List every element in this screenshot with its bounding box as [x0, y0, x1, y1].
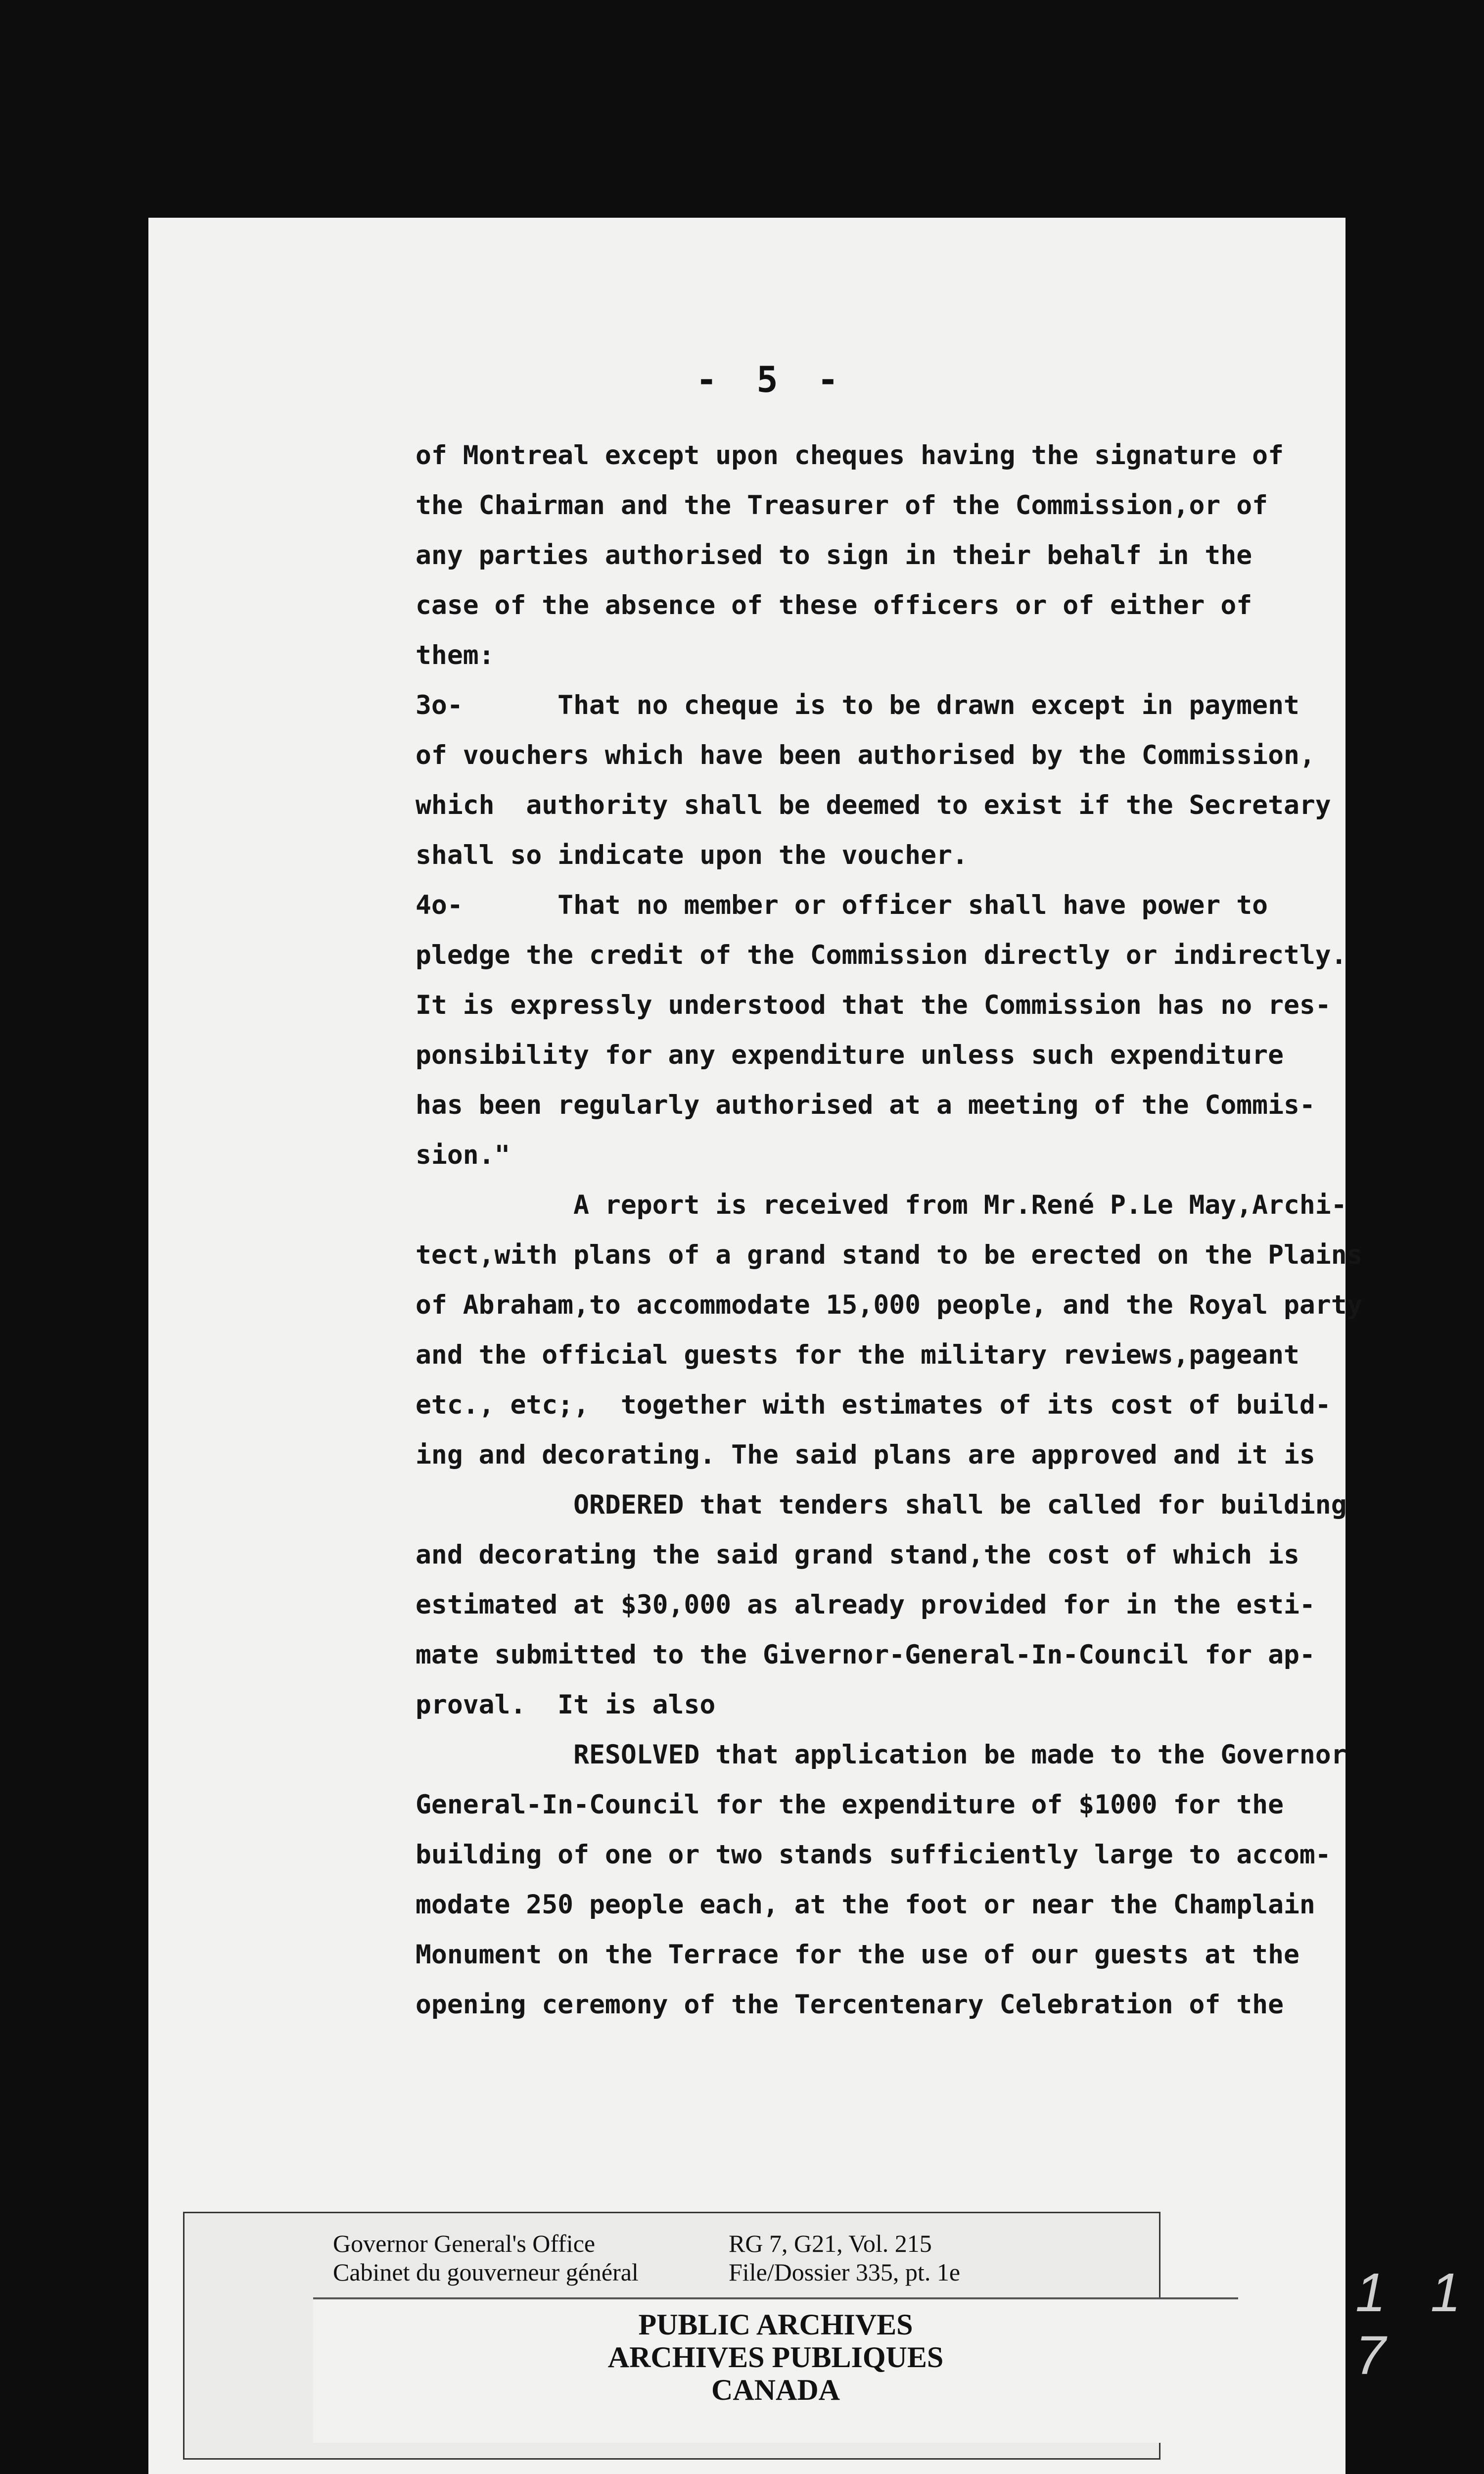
text-line: them: — [416, 640, 495, 670]
text-line: the Chairman and the Treasurer of the Commission,or of — [416, 490, 1268, 521]
text-line: opening ceremony of the Tercentenary Celebration of the — [416, 1990, 1284, 2020]
text-line: A report is received from Mr.René P.Le May,Archi- — [416, 1190, 1347, 1220]
text-line: any parties authorised to sign in their behalf in the — [416, 540, 1252, 571]
document-page — [148, 218, 1363, 2474]
office-english: Governor General's Office — [333, 2230, 596, 2257]
text-line: sion." — [416, 1140, 510, 1170]
text-line: and decorating the said grand stand,the cost of which is — [416, 1540, 1299, 1570]
text-line: Monument on the Terrace for the use of our guests at the — [416, 1940, 1299, 1970]
text-line: 3o- That no cheque is to be drawn except in payment — [416, 690, 1299, 720]
text-line: modate 250 people each, at the foot or near the Champlain — [416, 1890, 1315, 1920]
text-line: etc., etc;, together with estimates of its cost of build- — [416, 1390, 1331, 1420]
text-line: of Abraham,to accommodate 15,000 people, and the Royal party — [416, 1290, 1363, 1320]
text-line: pledge the credit of the Commission directly or indirectly. — [416, 940, 1347, 970]
text-line: of Montreal except upon cheques having the signature of — [416, 440, 1284, 471]
page-number: - 5 - — [696, 359, 848, 400]
file-reference: File/Dossier 335, pt. 1e — [729, 2258, 961, 2286]
text-line: which authority shall be deemed to exist if the Secretary — [416, 790, 1331, 820]
archives-title-en: PUBLIC ARCHIVES — [638, 2308, 913, 2341]
text-line: tect,with plans of a grand stand to be erected on the Plains — [416, 1240, 1363, 1270]
text-line: estimated at $30,000 as already provided for in the esti- — [416, 1590, 1315, 1620]
text-line: proval. It is also — [416, 1690, 716, 1720]
text-line: and the official guests for the military reviews,pageant — [416, 1340, 1299, 1370]
text-line: General-In-Council for the expenditure of $1000 for the — [416, 1790, 1284, 1820]
archives-stamp — [313, 2297, 1238, 2443]
office-french: Cabinet du gouverneur général — [333, 2258, 639, 2286]
text-line: case of the absence of these officers or of either of — [416, 590, 1252, 620]
text-line: RESOLVED that application be made to the Governor — [416, 1740, 1347, 1770]
text-line: mate submitted to the Givernor-General-In-Council for ap- — [416, 1640, 1315, 1670]
text-line: 4o- That no member or officer shall have power to — [416, 890, 1268, 920]
text-line: ORDERED that tenders shall be called for building — [416, 1490, 1347, 1520]
archive-reference-block — [333, 2229, 1035, 2303]
typed-text-body — [416, 430, 1363, 2030]
archive-label-strip — [183, 2212, 1160, 2460]
text-line: shall so indicate upon the voucher. — [416, 840, 968, 870]
text-line: ing and decorating. The said plans are approved and it is — [416, 1440, 1315, 1470]
text-line: of vouchers which have been authorised by the Commission, — [416, 740, 1315, 770]
frame-number: 1 1 7 — [1355, 2262, 1476, 2386]
archives-country: CANADA — [711, 2374, 840, 2406]
text-line: has been regularly authorised at a meeting of the Commis- — [416, 1090, 1315, 1120]
archives-title-fr: ARCHIVES PUBLIQUES — [607, 2341, 944, 2374]
text-line: building of one or two stands sufficiently large to accom- — [416, 1840, 1331, 1870]
text-line: ponsibility for any expenditure unless such expenditure — [416, 1040, 1284, 1070]
text-line: It is expressly understood that the Commission has no res- — [416, 990, 1331, 1020]
record-group-reference: RG 7, G21, Vol. 215 — [729, 2230, 932, 2257]
